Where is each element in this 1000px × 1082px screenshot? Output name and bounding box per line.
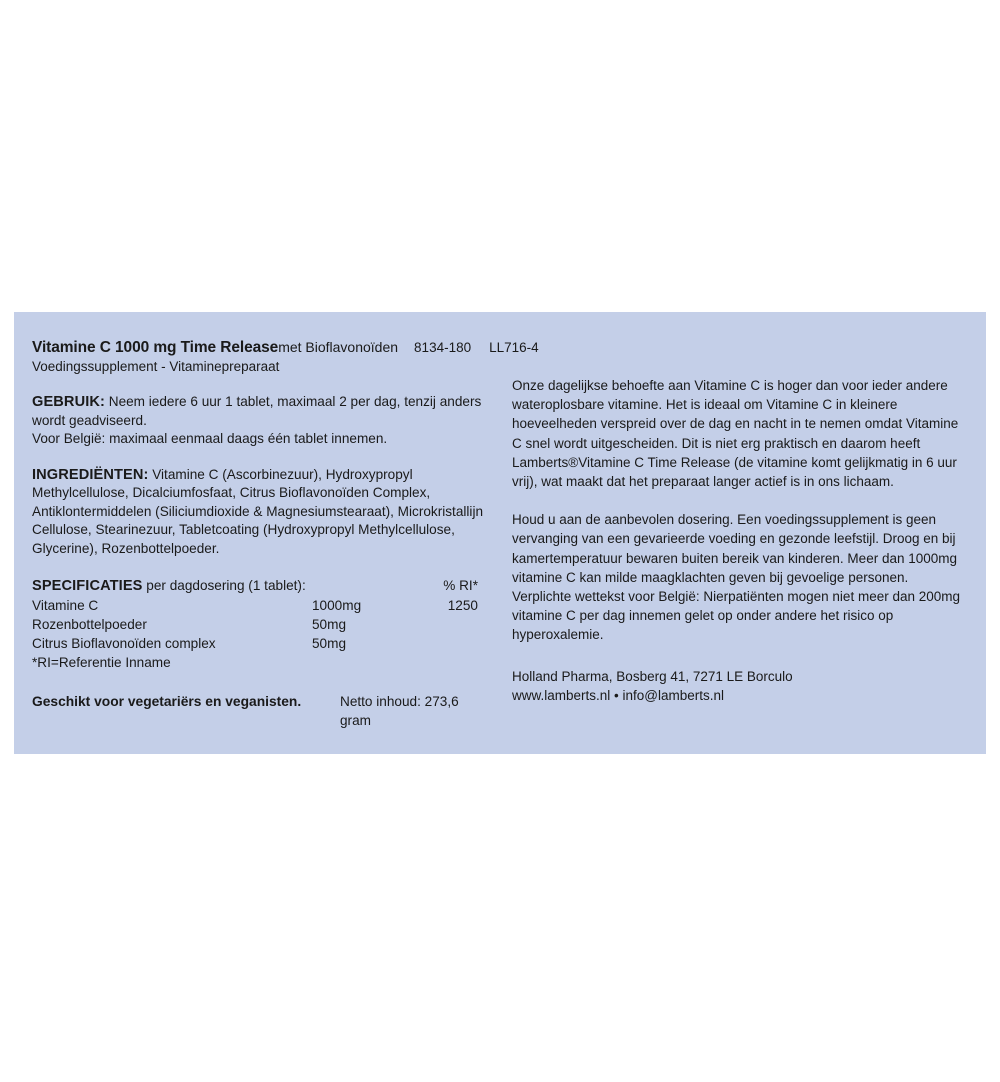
product-suffix: met Bioflavonoïden [278, 339, 399, 355]
spec-pct: 1250 [447, 598, 478, 613]
specifications-header [32, 576, 492, 596]
usage-block [32, 393, 492, 449]
info-paragraph-1: Onze dagelijkse behoefte aan Vitamine C is hoger dan voor ieder andere wateroplosbare vitamine. Het is ideaal om Vitamine C in kleinere hoeveelheden verspreid over de dag en nacht in te nemen omdat Vitamine C snel wordt uitgescheiden. Dit is niet erg praktisch en daarom heeft Lamberts®Vitamine C Time Release (de vitamine komt gelijkmatig in 6 uur vrij), wat maakt dat het preparaat langer actief is in ons lichaam. [512, 378, 959, 490]
label-left-footer [32, 692, 492, 728]
vegetarian-statement: Geschikt voor vegetariërs en veganisten. [32, 694, 302, 709]
info-paragraph-2: Houd u aan de aanbevolen dosering. Een voedingssupplement is geen vervanging van een gevarieerde voeding en gezonde leefstijl. Droog en bij kamertemperatuur bewaren buiten bereik van kinderen. Meer dan 1000mg vitamine C kan milde maagklachten geven bij gevoelige personen. Verplichte wettekst voor België: Nierpatiënten mogen niet meer dan 200mg vitamine C per dag innemen gelet op onder andere het risico op hyperoxalemie. [512, 512, 961, 643]
label-right-column [512, 376, 968, 705]
product-subtitle: Voedingssupplement - Vitaminepreparaat [32, 359, 280, 374]
spec-amount: 50mg [312, 617, 347, 632]
label-left-column [32, 376, 512, 728]
usage-heading: GEBRUIK: [32, 394, 105, 410]
product-label-panel [14, 312, 986, 754]
ri-footnote: *RI=Referentie Inname [32, 655, 171, 670]
table-row [32, 615, 492, 634]
specifications-heading: SPECIFICATIES [32, 578, 143, 594]
spec-name: Citrus Bioflavonoïden complex [32, 636, 216, 651]
ingredients-paragraph [32, 466, 492, 559]
spec-amount: 1000mg [312, 598, 362, 613]
ingredients-heading: INGREDIËNTEN: [32, 466, 149, 483]
ingredients-text: Vitamine C (Ascorbinezuur), Hydroxypropyl Methylcellulose, Dicalciumfosfaat, Citrus Bioflavonoïden Complex, Antiklontermiddelen (Siliciumdioxide & Magnesiumstearaat), Microkristallijn Cellulose, Stearinezuur, Tabletcoating (Hydroxypropyl Methylcellulose, Glycerine), Rozenbottelpoeder. [32, 466, 484, 556]
spec-name: Vitamine C [32, 598, 99, 613]
spec-amount: 50mg [312, 636, 347, 651]
usage-line2: Voor België: maximaal eenmaal daags één tablet innemen. [32, 431, 388, 446]
ri-column-header: % RI* [443, 578, 478, 593]
label-content [32, 338, 968, 728]
net-content: Netto inhoud: 273,6 gram [340, 694, 459, 728]
table-row [32, 634, 492, 653]
company-address-block [512, 667, 968, 705]
product-code-2: LL716-4 [489, 340, 539, 355]
company-contact: www.lamberts.nl • info@lamberts.nl [512, 687, 724, 703]
usage-text: Neem iedere 6 uur 1 tablet, maximaal 2 per dag, tenzij anders wordt geadviseerd. [32, 394, 482, 428]
label-columns [32, 376, 968, 728]
spec-name: Rozenbottelpoeder [32, 617, 147, 632]
ingredients-block [32, 466, 492, 559]
specifications-subheading: per dagdosering (1 tablet): [146, 578, 306, 593]
table-row [32, 596, 492, 615]
label-header [32, 338, 968, 357]
product-code-1: 8134-180 [414, 340, 472, 355]
product-name: Vitamine C 1000 mg Time Release [32, 339, 279, 356]
specifications-block [32, 576, 492, 672]
usage-paragraph [32, 393, 492, 430]
company-address: Holland Pharma, Bosberg 41, 7271 LE Borculo [512, 668, 793, 684]
